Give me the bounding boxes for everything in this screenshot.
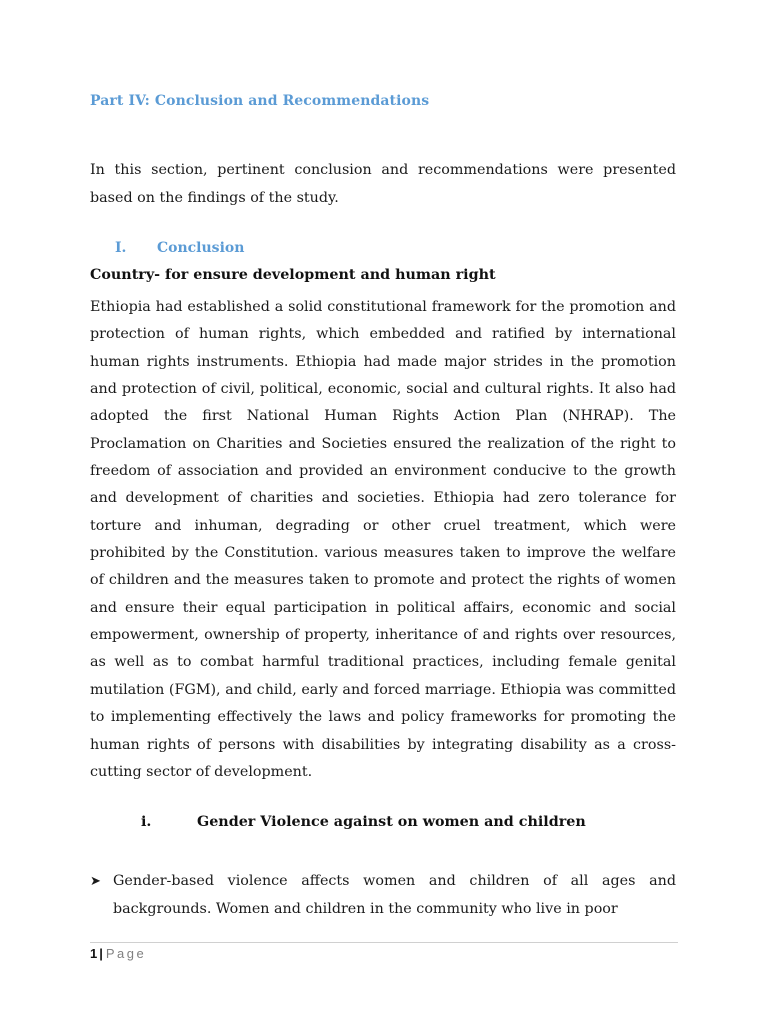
body-paragraph: Ethiopia had established a solid constitutional framework for the promotion and protection of human rights, which embedded and ratified by international human rights instruments. Ethiopia had made major strides in the promotion and protection of civil, political, economic, social and cultural rights. It also had adopted the first National Human Rights Action Plan (NHRAP). The Proclamation on Charities and Societies ensured the realization of the right to freedom of association and provided an environment conducive to the growth and development of charities and societies. Ethiopia had zero tolerance for torture and inhuman, degrading or other cruel treatment, which were prohibited by the Constitution. various measures taken to improve the welfare of children and the measures taken to promote and protect the rights of women and ensure their equal participation in political affairs, economic and social empowerment, ownership of property, inheritance of and rights over resources, as well as to combat harmful traditional practices, including female genital mutilation (FGM), and child, early and forced marriage. Ethiopia was committed to implementing effectively the laws and policy frameworks for promoting the human rights of persons with disabilities by integrating disability as a cross-cutting sector of development. bbox=[90, 299, 676, 780]
section-heading bbox=[115, 240, 244, 256]
arrow-bullet-icon: ➤ bbox=[90, 874, 101, 889]
footer-divider bbox=[90, 942, 678, 943]
bullet-text: Gender-based violence affects women and children of all ages and backgrounds. Women and children in the community who live in poor bbox=[113, 873, 676, 917]
subsection-number: i. bbox=[141, 814, 152, 830]
page-footer bbox=[90, 946, 146, 961]
bullet-item bbox=[90, 868, 676, 923]
part-heading: Part IV: Conclusion and Recommendations bbox=[90, 93, 430, 109]
section-number: I. bbox=[115, 240, 127, 256]
subheading: Country- for ensure development and human right bbox=[90, 267, 496, 283]
footer-separator: | bbox=[99, 946, 103, 961]
subsection-heading bbox=[141, 814, 586, 830]
page-label: Page bbox=[105, 946, 147, 961]
intro-paragraph: In this section, pertinent conclusion and recommendations were presented based on the findings of the study. bbox=[90, 162, 676, 206]
page-number: 1 bbox=[90, 946, 98, 961]
subsection-title: Gender Violence against on women and children bbox=[197, 814, 586, 830]
section-title: Conclusion bbox=[157, 240, 245, 256]
